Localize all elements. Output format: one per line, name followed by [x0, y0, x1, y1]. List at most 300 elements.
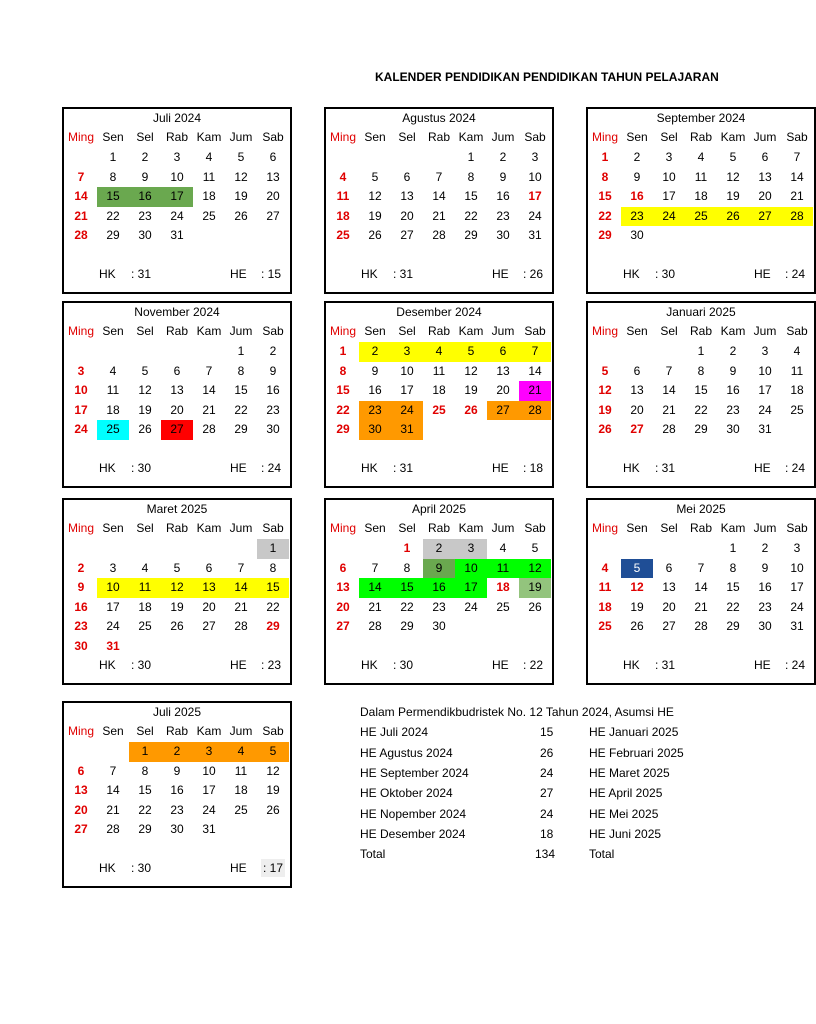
weekday-label: Kam	[196, 521, 222, 535]
day-cell: 31	[391, 420, 423, 440]
day-cell: 2	[77, 560, 85, 575]
day-cell: 30	[758, 619, 772, 633]
he-label: HE	[754, 267, 771, 281]
month-calendar-mei-2025	[586, 498, 816, 685]
day-cell: 30	[630, 228, 644, 242]
day-cell: 14	[202, 383, 216, 397]
month-title: April 2025	[411, 502, 467, 516]
weekday-label: Sen	[626, 324, 648, 338]
weekday-label: Jum	[229, 521, 253, 535]
day-cell: 28	[781, 207, 813, 227]
weekday-label: Sab	[262, 724, 284, 738]
day-grid	[65, 539, 289, 656]
day-cell: 4	[423, 342, 455, 362]
day-cell: 11	[234, 763, 248, 778]
weekday-label: Sen	[364, 130, 386, 144]
day-cell: 5	[173, 560, 181, 575]
day-cell: 26	[234, 208, 248, 223]
day-cell: 21	[234, 599, 248, 614]
day-cell: 2	[423, 539, 455, 559]
day-cell: 2	[729, 344, 737, 358]
day-cell: 25	[97, 420, 129, 440]
month-title: Agustus 2024	[402, 111, 476, 125]
day-cell: 14	[74, 189, 88, 203]
day-blank	[327, 539, 359, 559]
day-cell: 29	[336, 422, 350, 436]
weekday-label: Sel	[136, 324, 154, 338]
day-cell: 3	[455, 539, 487, 559]
day-cell: 31	[170, 228, 184, 242]
hk-value: : 30	[655, 267, 676, 281]
weekday-label: Rab	[165, 724, 188, 738]
weekday-label: Ming	[329, 521, 356, 535]
day-cell: 9	[173, 763, 181, 778]
weekday-label: Sel	[660, 130, 678, 144]
hk-label: HK	[361, 658, 378, 672]
day-cell: 8	[601, 169, 609, 184]
day-cell: 6	[633, 363, 641, 378]
day-cell: 10	[790, 560, 804, 575]
day-cell: 10	[74, 383, 88, 397]
weekday-label: Kam	[458, 324, 484, 338]
day-blank	[589, 342, 621, 362]
day-cell: 8	[109, 169, 117, 184]
day-cell: 12	[630, 580, 644, 594]
month-title: Maret 2025	[146, 502, 208, 516]
weekday-label: Ming	[329, 130, 356, 144]
weekday-label: Rab	[689, 324, 712, 338]
day-blank	[65, 539, 97, 559]
summary-right-label: HE Januari 2025	[589, 725, 679, 739]
month-calendar-desember-2024	[324, 301, 554, 488]
weekday-label: Kam	[458, 521, 484, 535]
day-blank	[97, 742, 129, 762]
day-cell: 21	[432, 208, 446, 223]
month-calendar-agustus-2024	[324, 107, 554, 294]
day-cell: 27	[202, 619, 216, 633]
day-cell: 8	[237, 363, 245, 378]
day-blank	[685, 539, 717, 559]
day-cell: 10	[528, 169, 542, 184]
day-cell: 19	[234, 189, 248, 203]
weekday-label: Rab	[427, 130, 450, 144]
summary-row	[360, 722, 768, 742]
day-cell: 30	[359, 420, 391, 440]
day-blank	[129, 539, 161, 559]
day-cell: 6	[487, 342, 519, 362]
day-cell: 18	[138, 599, 152, 614]
day-cell: 28	[202, 422, 216, 436]
day-cell: 27	[487, 401, 519, 421]
day-cell: 8	[403, 560, 411, 575]
weekday-header	[327, 519, 551, 538]
day-cell: 31	[758, 422, 772, 436]
day-cell: 28	[368, 619, 382, 633]
day-cell: 12	[726, 169, 740, 184]
day-grid	[65, 742, 289, 840]
day-cell: 12	[519, 559, 551, 579]
day-grid	[589, 148, 813, 246]
summary-left-label: HE Agustus 2024	[360, 745, 453, 760]
he-label: HE	[492, 461, 509, 475]
month-calendar-juli-2025	[62, 701, 292, 888]
day-cell: 9	[77, 580, 85, 594]
day-blank	[97, 539, 129, 559]
day-cell: 20	[662, 599, 676, 614]
day-blank	[193, 342, 225, 362]
day-cell: 5	[141, 363, 149, 378]
day-cell: 15	[598, 189, 612, 203]
day-cell: 18	[234, 783, 248, 797]
weekday-label: Kam	[196, 324, 222, 338]
day-cell: 11	[790, 363, 804, 378]
summary-row	[360, 824, 768, 844]
he-label: HE	[230, 861, 247, 875]
day-cell: 8	[339, 363, 347, 378]
weekday-label: Kam	[196, 130, 222, 144]
summary-left-value: 24	[540, 766, 554, 780]
day-cell: 7	[697, 560, 705, 575]
day-cell: 1	[601, 150, 609, 164]
day-cell: 10	[97, 578, 129, 598]
weekday-label: Jum	[753, 324, 777, 338]
day-cell: 17	[455, 578, 487, 598]
day-blank	[129, 342, 161, 362]
day-cell: 6	[77, 763, 85, 778]
summary-left-value: 24	[540, 806, 554, 821]
day-cell: 7	[237, 560, 245, 575]
day-blank	[65, 342, 97, 362]
weekday-label: Sen	[102, 324, 124, 338]
he-label: HE	[230, 461, 247, 475]
day-cell: 24	[170, 208, 184, 223]
day-cell: 15	[138, 783, 152, 797]
day-cell: 23	[74, 619, 88, 633]
day-cell: 20	[400, 208, 414, 223]
day-cell: 9	[423, 559, 455, 579]
summary-left-value: 18	[540, 827, 554, 841]
day-cell: 1	[403, 541, 411, 555]
weekday-label: Rab	[427, 521, 450, 535]
summary-right-label: HE Februari 2025	[589, 745, 684, 760]
weekday-label: Sab	[786, 521, 808, 535]
day-cell: 10	[662, 169, 676, 184]
day-cell: 11	[106, 383, 120, 397]
weekday-label: Sab	[524, 521, 546, 535]
day-cell: 6	[761, 150, 769, 164]
summary-total-row	[360, 844, 768, 864]
weekday-label: Ming	[67, 724, 94, 738]
day-cell: 15	[726, 580, 740, 594]
day-cell: 27	[400, 228, 414, 242]
day-cell: 22	[726, 599, 740, 614]
summary-row	[360, 763, 768, 783]
day-cell: 5	[729, 150, 737, 164]
day-cell: 22	[694, 402, 708, 417]
day-cell: 20	[758, 189, 772, 203]
day-cell: 11	[202, 169, 216, 184]
day-cell: 27	[74, 822, 88, 836]
day-cell: 18	[432, 383, 446, 397]
month-title: Januari 2025	[666, 305, 736, 319]
day-cell: 26	[630, 619, 644, 633]
day-cell: 2	[269, 344, 277, 358]
day-cell: 11	[487, 559, 519, 579]
day-blank	[327, 148, 359, 168]
day-cell: 25	[234, 802, 248, 817]
day-cell: 19	[170, 599, 184, 614]
weekday-label: Jum	[491, 130, 515, 144]
weekday-label: Sen	[364, 521, 386, 535]
day-cell: 12	[368, 189, 382, 203]
day-cell: 18	[598, 599, 612, 614]
day-cell: 30	[266, 422, 280, 436]
weekday-label: Rab	[689, 521, 712, 535]
weekday-label: Sab	[262, 130, 284, 144]
day-blank	[423, 148, 455, 168]
day-cell: 20	[266, 189, 280, 203]
weekday-label: Sel	[660, 324, 678, 338]
he-value: : 18	[523, 461, 544, 475]
day-cell: 16	[170, 783, 184, 797]
weekday-label: Kam	[720, 130, 746, 144]
day-cell: 9	[269, 363, 277, 378]
day-blank	[97, 342, 129, 362]
day-cell: 4	[141, 560, 149, 575]
day-cell: 13	[193, 578, 225, 598]
day-cell: 29	[694, 422, 708, 436]
he-value: : 26	[523, 267, 544, 281]
he-value: : 22	[523, 658, 544, 672]
day-cell: 13	[336, 580, 350, 594]
month-footer	[327, 265, 552, 283]
weekday-label: Sen	[626, 130, 648, 144]
day-cell: 21	[694, 599, 708, 614]
day-cell: 5	[531, 541, 539, 555]
day-blank	[193, 539, 225, 559]
day-cell: 11	[598, 580, 612, 594]
day-blank	[359, 539, 391, 559]
day-cell: 3	[77, 363, 85, 378]
day-cell: 7	[435, 169, 443, 184]
day-cell: 7	[109, 763, 117, 778]
summary-left-label: HE Oktober 2024	[360, 786, 453, 800]
day-cell: 31	[528, 228, 542, 242]
day-cell: 17	[202, 783, 216, 797]
day-cell: 19	[368, 208, 382, 223]
he-value: : 23	[261, 658, 282, 672]
day-cell: 25	[336, 228, 350, 242]
day-cell: 19	[266, 783, 280, 797]
day-cell: 26	[528, 599, 542, 614]
day-cell: 29	[400, 619, 414, 633]
day-cell: 10	[400, 363, 414, 378]
day-cell: 12	[598, 383, 612, 397]
day-cell: 1	[237, 344, 245, 358]
weekday-label: Jum	[491, 521, 515, 535]
day-cell: 19	[519, 578, 551, 598]
day-cell: 22	[464, 208, 478, 223]
day-cell: 13	[662, 580, 676, 594]
day-cell: 18	[336, 208, 350, 223]
weekday-label: Jum	[229, 130, 253, 144]
day-cell: 24	[74, 422, 88, 436]
day-cell: 8	[141, 763, 149, 778]
weekday-header	[589, 519, 813, 538]
day-cell: 1	[729, 541, 737, 555]
weekday-label: Sel	[136, 724, 154, 738]
day-cell: 24	[391, 401, 423, 421]
day-cell: 24	[528, 208, 542, 223]
day-cell: 23	[496, 208, 510, 223]
day-cell: 31	[106, 638, 120, 653]
weekday-label: Kam	[458, 130, 484, 144]
day-cell: 18	[496, 580, 510, 594]
month-calendar-maret-2025	[62, 498, 292, 685]
day-cell: 6	[173, 363, 181, 378]
day-cell: 3	[761, 344, 769, 358]
month-calendar-januari-2025	[586, 301, 816, 488]
month-title: Juli 2024	[152, 111, 202, 125]
weekday-label: Sab	[524, 324, 546, 338]
weekday-label: Sab	[786, 130, 808, 144]
day-cell: 1	[109, 150, 117, 164]
weekday-label: Sab	[262, 324, 284, 338]
day-cell: 14	[225, 578, 257, 598]
day-cell: 22	[336, 402, 350, 417]
day-cell: 20	[202, 599, 216, 614]
day-cell: 9	[729, 363, 737, 378]
he-value: : 24	[785, 461, 806, 475]
month-footer	[589, 265, 814, 283]
hk-value: : 31	[655, 461, 676, 475]
day-blank	[161, 342, 193, 362]
weekday-label: Ming	[67, 324, 94, 338]
month-title: September 2024	[656, 111, 746, 125]
weekday-label: Sel	[660, 521, 678, 535]
day-cell: 23	[359, 401, 391, 421]
day-cell: 3	[193, 742, 225, 762]
day-cell: 23	[138, 208, 152, 223]
hk-value: : 31	[131, 267, 152, 281]
day-cell: 28	[234, 619, 248, 633]
weekday-label: Sel	[398, 521, 416, 535]
day-cell: 15	[336, 383, 350, 397]
day-cell: 27	[336, 619, 350, 633]
day-cell: 24	[464, 599, 478, 614]
day-cell: 24	[790, 599, 804, 614]
month-footer	[65, 859, 290, 877]
hk-label: HK	[99, 461, 116, 475]
hk-label: HK	[99, 658, 116, 672]
day-cell: 29	[598, 228, 612, 242]
summary-left-value: 15	[540, 725, 554, 739]
hk-value: : 30	[131, 658, 152, 672]
day-cell: 16	[423, 578, 455, 598]
summary-left-value: 134	[535, 847, 556, 861]
day-cell: 19	[630, 599, 644, 614]
day-cell: 15	[694, 383, 708, 397]
day-cell: 17	[400, 383, 414, 397]
day-cell: 14	[528, 363, 542, 378]
day-cell: 5	[237, 150, 245, 164]
month-title: Mei 2025	[676, 502, 726, 516]
summary-left-value: 26	[540, 745, 554, 760]
day-cell: 2	[161, 742, 193, 762]
month-calendar-september-2024	[586, 107, 816, 294]
day-cell: 15	[234, 383, 248, 397]
day-cell: 25	[496, 599, 510, 614]
weekday-header	[65, 322, 289, 341]
day-cell: 17	[74, 402, 88, 417]
day-cell: 22	[598, 208, 612, 223]
hk-label: HK	[623, 461, 640, 475]
weekday-label: Rab	[165, 324, 188, 338]
day-cell: 10	[170, 169, 184, 184]
summary-right-label: Total	[589, 847, 615, 861]
day-cell: 5	[257, 742, 289, 762]
day-cell: 21	[662, 402, 676, 417]
day-cell: 19	[464, 383, 478, 397]
day-cell: 19	[598, 402, 612, 417]
day-cell: 1	[257, 539, 289, 559]
day-cell: 9	[761, 560, 769, 575]
day-cell: 19	[138, 402, 152, 417]
hk-value: : 30	[131, 461, 152, 475]
weekday-header	[327, 128, 551, 147]
day-cell: 13	[74, 783, 88, 797]
hk-label: HK	[99, 861, 116, 875]
day-cell: 28	[694, 619, 708, 633]
day-grid	[327, 148, 551, 246]
day-cell: 5	[601, 363, 609, 378]
day-cell: 11	[432, 363, 446, 378]
weekday-label: Sel	[398, 324, 416, 338]
he-label: HE	[754, 658, 771, 672]
day-cell: 16	[726, 383, 740, 397]
day-cell: 18	[790, 383, 804, 397]
day-cell: 21	[74, 208, 88, 223]
day-cell: 14	[106, 783, 120, 797]
day-cell: 21	[202, 402, 216, 417]
day-cell: 27	[662, 619, 676, 633]
day-cell: 10	[758, 363, 772, 378]
day-cell: 13	[266, 169, 280, 184]
day-cell: 30	[432, 619, 446, 633]
day-cell: 30	[496, 228, 510, 242]
day-blank	[225, 539, 257, 559]
day-blank	[621, 342, 653, 362]
day-cell: 8	[467, 169, 475, 184]
weekday-label: Kam	[720, 324, 746, 338]
day-cell: 13	[630, 383, 644, 397]
day-cell: 26	[368, 228, 382, 242]
day-grid	[589, 539, 813, 637]
day-cell: 11	[694, 169, 708, 184]
day-blank	[653, 342, 685, 362]
day-cell: 7	[793, 150, 801, 164]
day-cell: 17	[528, 189, 542, 203]
day-cell: 10	[202, 763, 216, 778]
day-cell: 11	[129, 578, 161, 598]
day-cell: 14	[359, 578, 391, 598]
day-cell: 27	[266, 208, 280, 223]
day-cell: 8	[729, 560, 737, 575]
day-cell: 12	[266, 763, 280, 778]
weekday-label: Rab	[427, 324, 450, 338]
summary-right-label: HE Maret 2025	[589, 766, 670, 780]
day-cell: 7	[371, 560, 379, 575]
